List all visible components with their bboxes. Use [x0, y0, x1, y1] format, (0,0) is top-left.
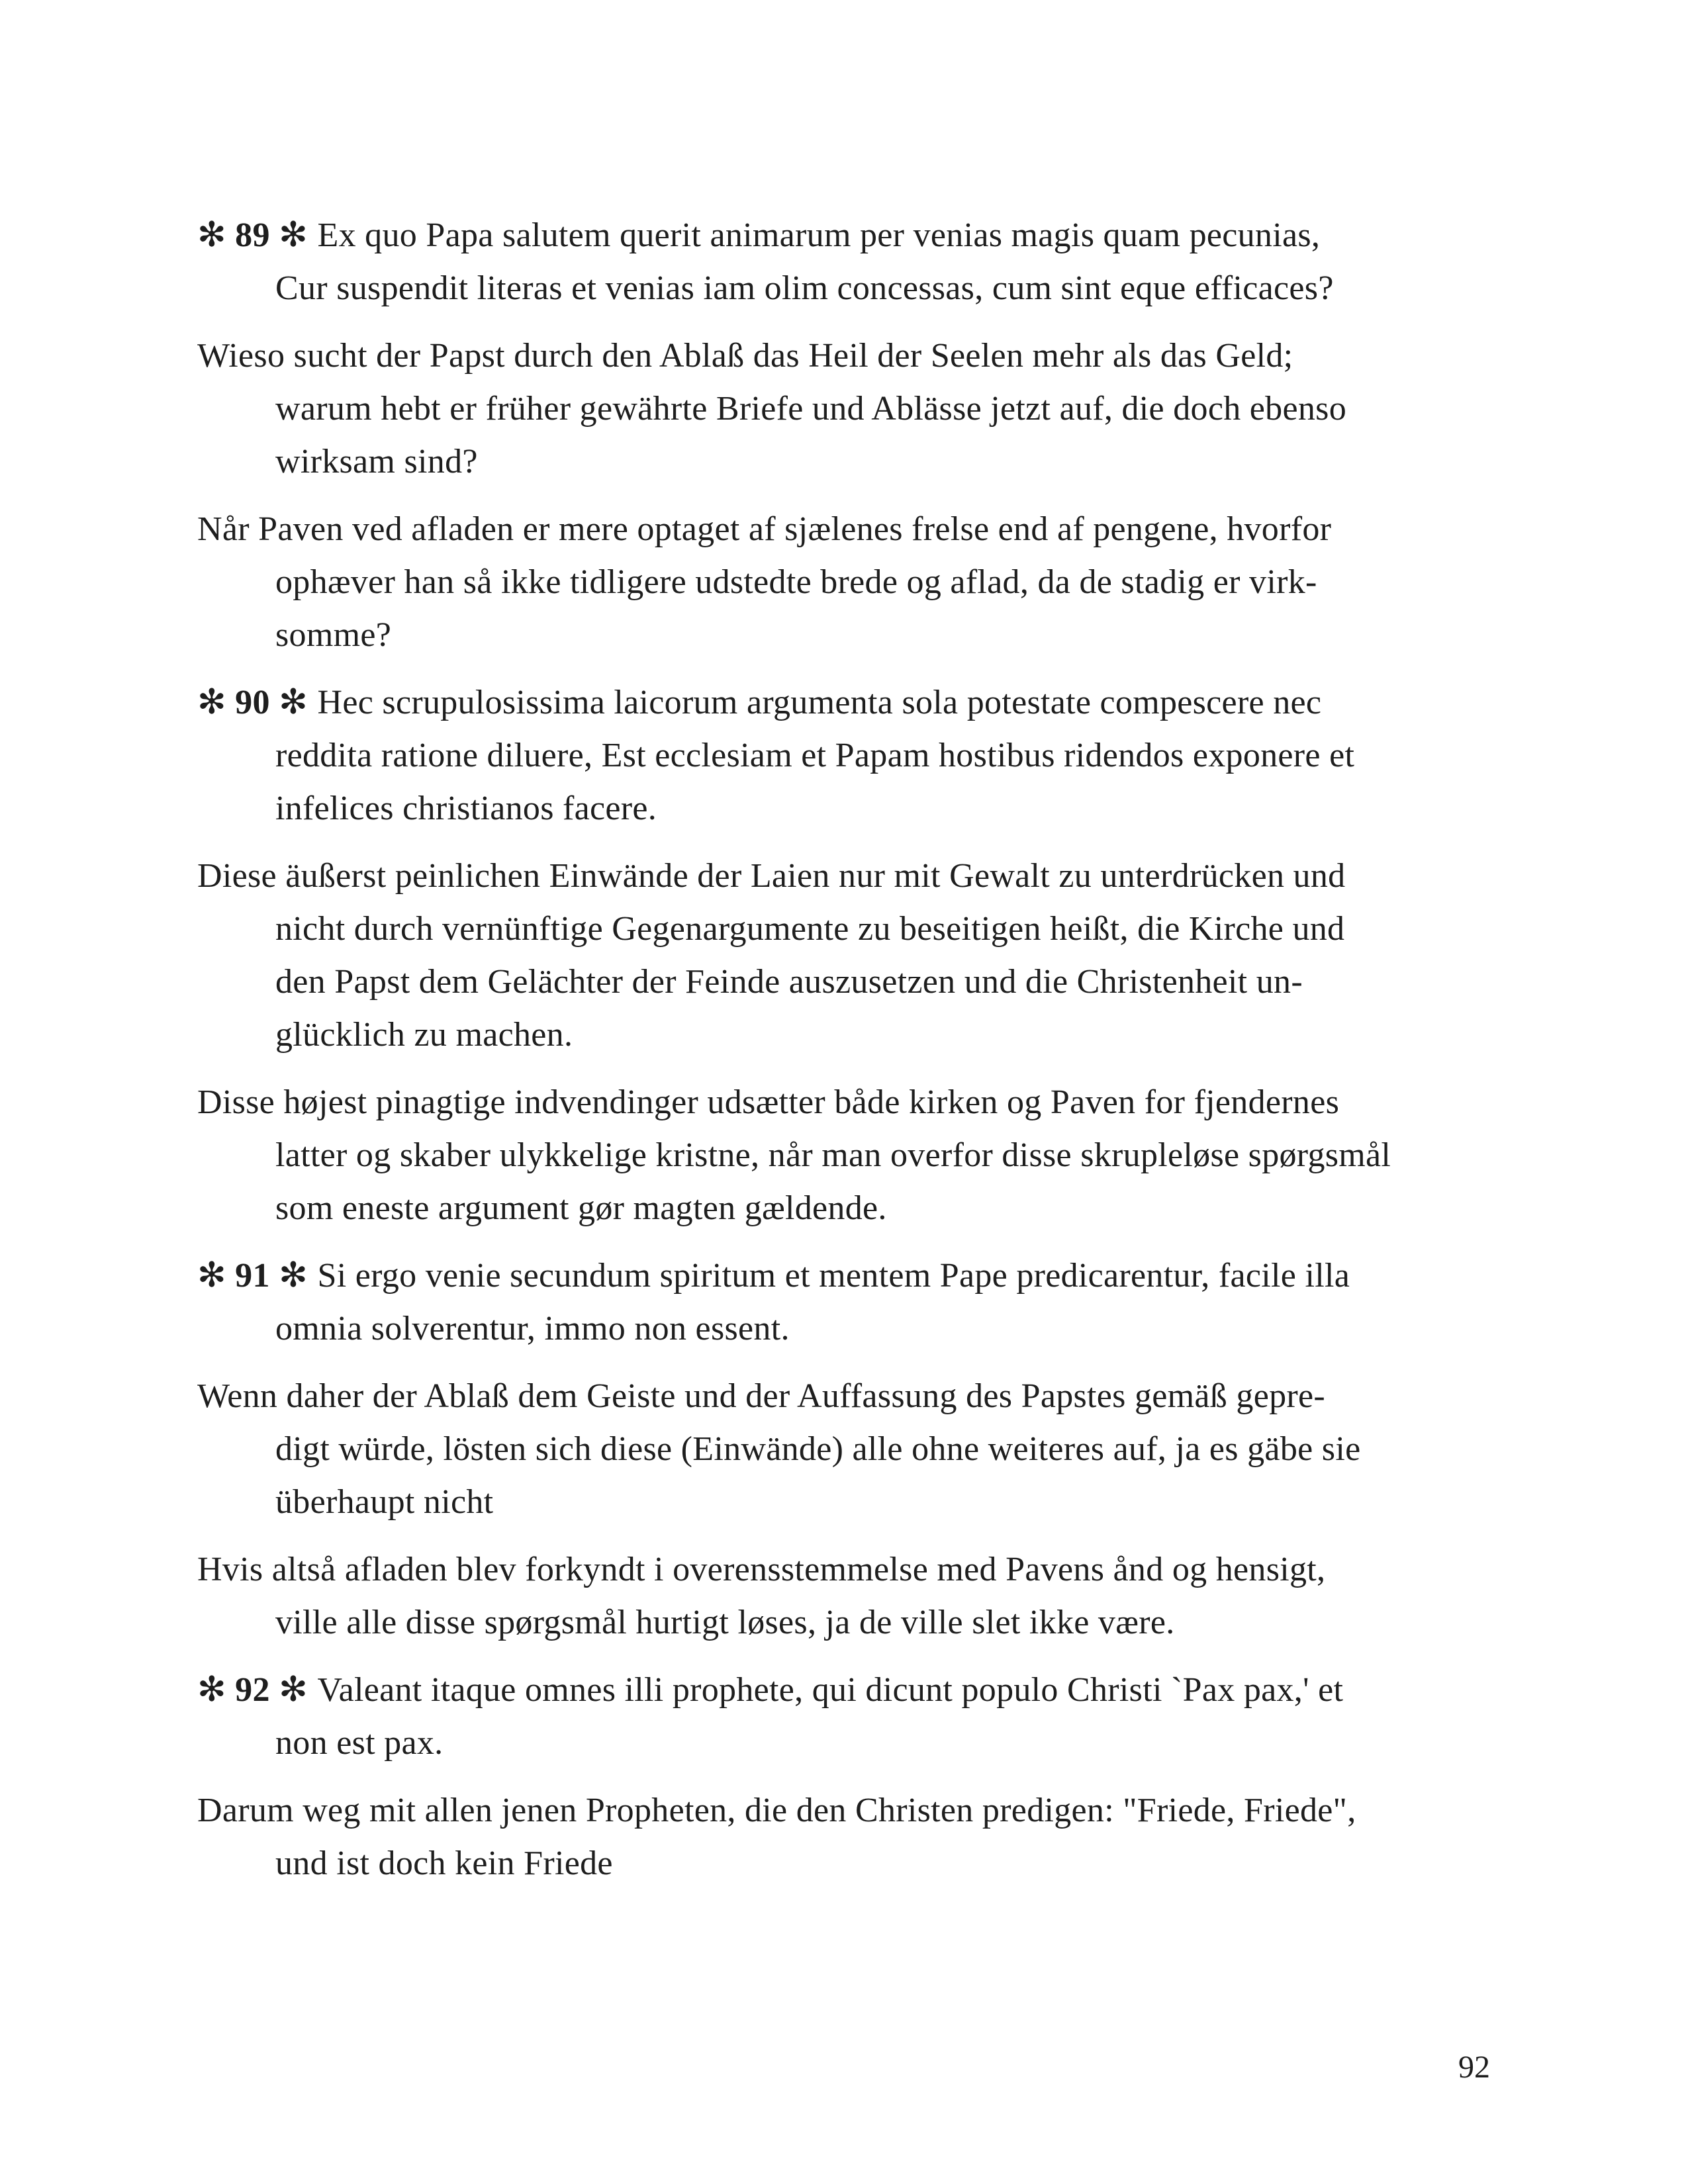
- german-92-line: Darum weg mit allen jenen Propheten, die den Christen predigen: "Friede, Friede",: [197, 1792, 1356, 1829]
- thesis-89-line: [197, 209, 1528, 262]
- thesis-92-line: non est pax.: [275, 1724, 444, 1762]
- page-number: 92: [1458, 2050, 1490, 2085]
- german-89-line: Wieso sucht der Papst durch den Ablaß das Heil der Seelen mehr als das Geld;: [197, 337, 1293, 375]
- thesis-90-line: infelices christianos facere.: [275, 790, 657, 827]
- thesis-91-marker: ✻ 91 ✻: [197, 1257, 308, 1295]
- german-90-line: den Papst dem Gelächter der Feinde auszusetzen und die Christenheit un-: [275, 963, 1303, 1001]
- danish-90-line: Disse højest pinagtige indvendinger udsætter både kirken og Paven for fjendernes: [197, 1083, 1340, 1121]
- german-90-line: glücklich zu machen.: [275, 1016, 573, 1054]
- german-translation-91: [197, 1370, 1528, 1529]
- danish-91-line: Hvis altså afladen blev forkyndt i overensstemmelse med Pavens ånd og hensigt,: [197, 1551, 1326, 1588]
- text-block: [197, 209, 1528, 1905]
- german-91-line: Wenn daher der Ablaß dem Geiste und der Auffassung des Papstes gemäß gepre-: [197, 1377, 1325, 1415]
- thesis-90-line: reddita ratione diluere, Est ecclesiam et Papam hostibus ridendos exponere et: [275, 737, 1355, 774]
- danish-89-line: Når Paven ved afladen er mere optaget af sjælenes frelse end af pengene, hvorfor: [197, 510, 1332, 548]
- danish-translation-90: [197, 1076, 1528, 1235]
- german-translation-89: [197, 330, 1528, 488]
- thesis-92: [197, 1664, 1528, 1770]
- danish-translation-91: [197, 1543, 1528, 1649]
- thesis-90: [197, 676, 1528, 835]
- thesis-89: [197, 209, 1528, 315]
- thesis-90-line: [197, 676, 1528, 729]
- thesis-90-text: Hec scrupulosissima laicorum argumenta sola potestate compescere nec: [317, 684, 1322, 721]
- danish-90-line: latter og skaber ulykkelige kristne, når man overfor disse skrupleløse spørgsmål: [275, 1136, 1391, 1174]
- thesis-89-line: Cur suspendit literas et venias iam olim concessas, cum sint eque efficaces?: [275, 269, 1334, 307]
- german-90-line: nicht durch vernünftige Gegenargumente zu beseitigen heißt, die Kirche und: [275, 910, 1345, 948]
- danish-89-line: ophæver han så ikke tidligere udstedte brede og aflad, da de stadig er virk-: [275, 563, 1317, 601]
- thesis-92-line: [197, 1664, 1528, 1717]
- german-translation-92: [197, 1784, 1528, 1890]
- german-90-line: Diese äußerst peinlichen Einwände der Laien nur mit Gewalt zu unterdrücken und: [197, 857, 1346, 895]
- german-91-line: digt würde, lösten sich diese (Einwände) alle ohne weiteres auf, ja es gäbe sie: [275, 1430, 1361, 1468]
- danish-90-line: som eneste argument gør magten gældende.: [275, 1189, 887, 1227]
- thesis-91-line: [197, 1250, 1528, 1302]
- thesis-92-marker: ✻ 92 ✻: [197, 1671, 308, 1709]
- danish-89-line: somme?: [275, 616, 392, 654]
- thesis-89-text: Ex quo Papa salutem querit animarum per venias magis quam pecunias,: [317, 216, 1321, 254]
- thesis-91-text: Si ergo venie secundum spiritum et mentem Pape predicarentur, facile illa: [317, 1257, 1350, 1295]
- thesis-91-line: omnia solverentur, immo non essent.: [275, 1310, 790, 1347]
- thesis-91: [197, 1250, 1528, 1355]
- thesis-89-marker: ✻ 89 ✻: [197, 216, 308, 254]
- danish-91-line: ville alle disse spørgsmål hurtigt løses, ja de ville slet ikke være.: [275, 1604, 1175, 1641]
- german-89-line: wirksam sind?: [275, 443, 478, 480]
- thesis-90-marker: ✻ 90 ✻: [197, 684, 308, 721]
- german-92-line: und ist doch kein Friede: [275, 1844, 613, 1882]
- german-91-line: überhaupt nicht: [275, 1483, 494, 1521]
- german-89-line: warum hebt er früher gewährte Briefe und Ablässe jetzt auf, die doch ebenso: [275, 390, 1346, 428]
- german-translation-90: [197, 850, 1528, 1062]
- danish-translation-89: [197, 503, 1528, 662]
- thesis-92-text: Valeant itaque omnes illi prophete, qui dicunt populo Christi `Pax pax,' et: [317, 1671, 1344, 1709]
